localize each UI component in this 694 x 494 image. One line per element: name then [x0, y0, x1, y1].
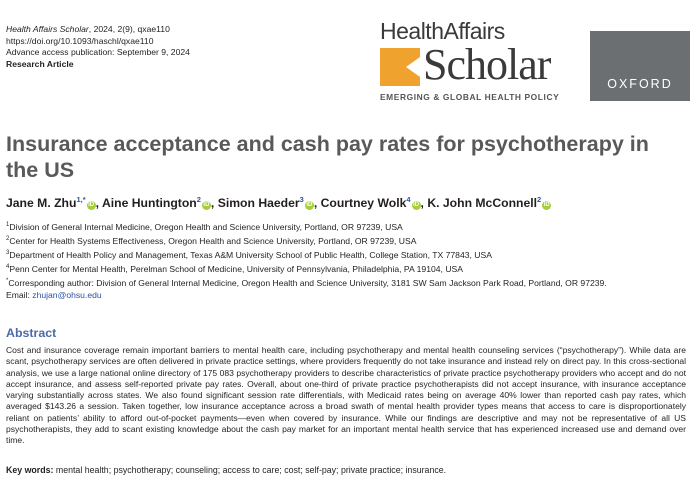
- author-name[interactable]: Aine Huntington: [101, 196, 197, 211]
- corresponding-symbol: *: [6, 278, 9, 285]
- orcid-icon[interactable]: iD: [306, 202, 313, 209]
- author-name[interactable]: Jane M. Zhu: [6, 196, 77, 211]
- author-affil-sup: 2: [196, 195, 201, 204]
- article-type: Research Article: [6, 58, 74, 69]
- health-affairs-scholar-logo: [378, 18, 578, 102]
- journal-meta: [6, 24, 190, 70]
- affiliation-item: [6, 261, 607, 275]
- corresponding-text: Corresponding author: Division of General Internal Medicine, Oregon Health and Science University, 3181 SW Sam Jackson Park Road, Portland, OR 97239.: [8, 278, 607, 289]
- orcid-icon[interactable]: iD: [203, 202, 210, 209]
- affiliation-item: [6, 219, 607, 233]
- oxford-logo: [590, 31, 690, 101]
- logo-mark-icon: [380, 48, 420, 86]
- corresponding-email: [6, 289, 607, 301]
- orcid-icon[interactable]: iD: [543, 202, 550, 209]
- keywords: [6, 465, 446, 475]
- article-title: Insurance acceptance and cash pay rates for psychotherapy in the US: [6, 132, 649, 182]
- doi-link[interactable]: https://doi.org/10.1093/haschl/qxae110: [6, 35, 154, 46]
- affiliation-text: Division of General Internal Medicine, Oregon Health and Science University, Portland, OR 97239, USA: [9, 221, 403, 232]
- author-affil-sup: 3: [299, 195, 304, 204]
- citation-line: [6, 24, 190, 36]
- advance-access-date: Advance access publication: September 9, 2024: [6, 47, 190, 58]
- logo-scholar-text: Scholar: [423, 40, 551, 89]
- affiliation-number: 1: [6, 222, 10, 228]
- author-name[interactable]: Simon Haeder: [217, 196, 300, 211]
- affiliation-number: 2: [6, 236, 10, 243]
- orcid-icon[interactable]: iD: [88, 202, 95, 209]
- abstract-body: Cost and insurance coverage remain important barriers to mental health care, including psychotherapy and mental health counseling services (“psychotherapy”). While data are scant, psychotherapy services are often delivered in private practice settings, where providers frequently do not take insurance and instead rely on direct pay. In this cross-sectional analysis, we use a large national online directory of 175 083 psychotherapy providers to describe characteristics of private practice psychotherapy providers who accept and do not accept insurance, and assess self-reported private pay rates. Overall, about one-third of private practice psychotherapists did not accept insurance, with insurance acceptance varying substantially across states. We also found significant session rate differentials, with Medicaid rates being on average 40% lower than reported cash pay rates, which averaged $143.26 a session. Taken together, low insurance acceptance across a broad swath of mental health provider types means that access to care is disproportionately reliant on patients’ ability to afford out-of-pocket payments—even when covered by insurance. While our findings are descriptive and may not be representative of all US psychotherapists, they add to scant existing knowledge about the cash pay market for an important mental health service that has experienced increased use and demand over time.: [6, 345, 686, 446]
- affiliation-number: 3: [6, 250, 10, 257]
- keywords-label: Key words:: [6, 465, 54, 475]
- logo-tagline: EMERGING & GLOBAL HEALTH POLICY: [380, 92, 560, 102]
- affiliation-text: Department of Health Policy and Management, Texas A&M University School of Public Health, College Station, TX 77843, USA: [9, 249, 492, 260]
- abstract-heading: Abstract: [6, 326, 57, 340]
- orcid-icon[interactable]: iD: [413, 202, 420, 209]
- corresponding-author: [6, 275, 607, 289]
- email-label: Email:: [6, 290, 33, 301]
- citation-rest: , 2024, 2(9), qxae110: [88, 24, 170, 34]
- affiliation-text: Penn Center for Mental Health, Perelman School of Medicine, University of Pennsylvania, Philadelphia, PA 19104, USA: [9, 264, 463, 275]
- oxford-label: OXFORD: [607, 77, 673, 91]
- email-link[interactable]: zhujan@ohsu.edu: [32, 290, 102, 301]
- author-affil-sup: 4: [406, 195, 411, 204]
- keywords-text: mental health; psychotherapy; counseling; access to care; cost; self-pay; private practice; insurance.: [55, 465, 447, 475]
- author-affil-sup: 2: [537, 195, 542, 204]
- affiliation-item: [6, 233, 607, 247]
- author-list: Jane M. Zhu$^{1,*}$iD , Aine Huntington$^2$iD , Simon Haeder$^3$iD , Courtney Wolk$^4$iD , K. John McConnell$^2$iD: [6, 195, 550, 211]
- author-name[interactable]: K. John McConnell: [427, 196, 538, 211]
- author-affil-sup: 1,*: [76, 195, 86, 204]
- citation-journal: Health Affairs Scholar: [6, 24, 89, 34]
- author-name[interactable]: Courtney Wolk: [320, 196, 407, 211]
- affiliation-text: Center for Health Systems Effectiveness, Oregon Health and Science University, Portland, OR 97239, USA: [9, 235, 417, 246]
- logo-health-affairs-text: HealthAffairs: [380, 18, 505, 44]
- affiliation-item: [6, 247, 607, 261]
- affiliation-number: 4: [6, 264, 10, 271]
- affiliations: [6, 219, 607, 302]
